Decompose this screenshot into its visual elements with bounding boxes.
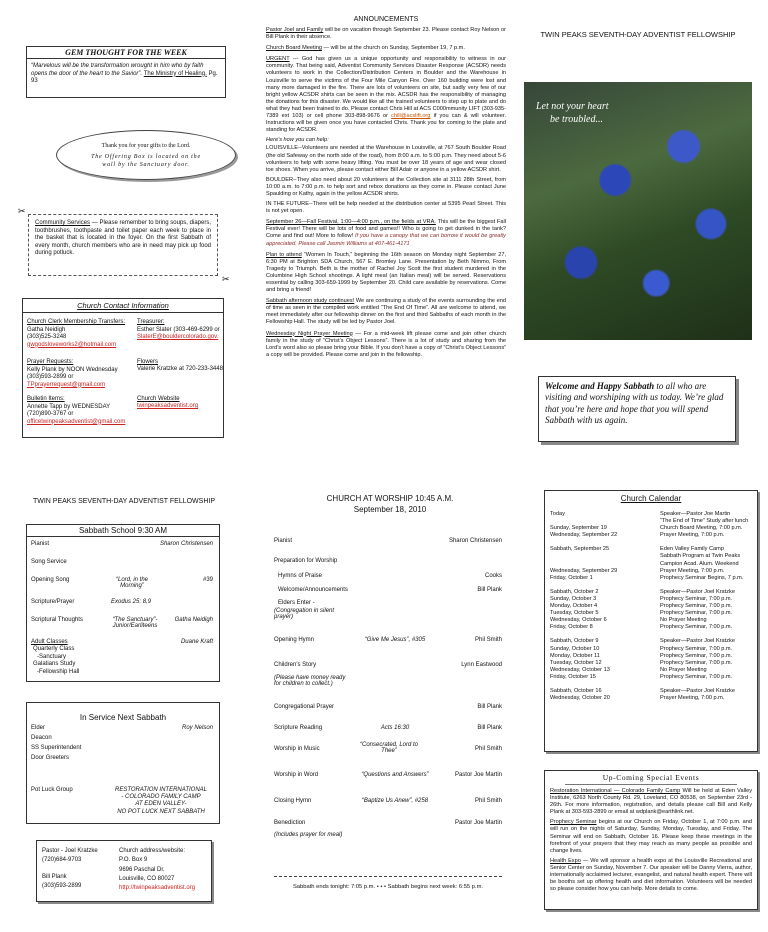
ss-thoughts-title-1: “The Sanctuary”- <box>112 617 158 623</box>
flowers-photo <box>524 82 752 340</box>
calendar-row <box>550 553 756 560</box>
w-pianist: Pianist <box>274 538 293 544</box>
calendar-row <box>550 695 756 702</box>
w-congregation-note: (Congregation in silent prayer) <box>274 608 335 620</box>
website-link[interactable]: twinpeaksadventist.org <box>137 403 199 409</box>
calendar-date: Friday, October 15 <box>550 673 596 680</box>
calendar-event: Church Board Meeting, 7:00 p.m. <box>660 525 743 532</box>
ss-class-1: Quarterly Class <box>33 646 75 652</box>
clerk-heading: Church Clerk Membership Transfers: <box>27 319 126 325</box>
w-money-note: (Please have money ready for children to collect.) <box>274 675 346 687</box>
w-scripture-name: Bill Plank <box>477 725 502 731</box>
address-line-1: P.O. Box 9 <box>119 857 148 864</box>
welcome-bold: Welcome and Happy Sabbath <box>545 381 655 391</box>
calendar-row <box>550 589 756 596</box>
announcements-title: ANNOUNCEMENTS <box>353 16 419 23</box>
flowers-heading: Flowers <box>137 358 159 365</box>
calendar-date: Sabbath, October 16 <box>550 687 602 694</box>
next-sabbath-box <box>26 702 220 824</box>
calendar-event: Sabbath Program at Twin Peaks <box>660 553 741 560</box>
calendar-date: Sabbath, October 2 <box>550 588 599 595</box>
calendar-event: Prophecy Seminar, 7:00 p.m. <box>660 652 733 659</box>
ss-scriptural-thoughts: Scriptural Thoughts <box>31 617 83 623</box>
gem-book: The Ministry of Healing, <box>143 70 207 77</box>
gem-thought-box <box>26 46 226 98</box>
calendar-row <box>550 638 756 645</box>
calendar-event: Campion Acad. Alum. Weekend <box>660 560 739 567</box>
clerk-name: Gatha Neidigh <box>27 326 66 333</box>
bulletin-contact: Annette Tapp by WEDNESDAY <box>27 403 111 410</box>
w-benediction: Benediction <box>274 820 306 826</box>
w-welcome-name: Bill Plank <box>477 587 502 593</box>
calendar-date: Sunday, October 3 <box>550 595 597 602</box>
calendar-date <box>550 518 660 525</box>
calendar-date: Sunday, September 19 <box>550 525 607 532</box>
sabbath-school-box <box>26 524 220 682</box>
w-preparation: Preparation for Worship <box>274 558 338 564</box>
calendar-event: Prophecy Seminar Begins, 7 p.m. <box>660 574 744 581</box>
calendar-row <box>550 653 756 660</box>
pastor-name: Pastor - Joel Kratzke <box>42 848 98 854</box>
ns-door-greeters: Door Greeters <box>31 755 70 761</box>
calendar-event: “The End of Time” Study after lunch <box>660 518 749 525</box>
ann-urgent-title: URGENT <box>266 56 290 63</box>
calendar-event: Prophecy Seminar, 7:00 p.m. <box>660 595 733 602</box>
calendar-date <box>550 553 660 560</box>
w-congregational-prayer: Congregational Prayer <box>274 704 335 710</box>
website-heading: Church Website <box>137 395 180 402</box>
photo-line-1: Let not your heart <box>536 101 609 112</box>
w-scripture: Scripture Reading <box>274 725 323 731</box>
scissors-icon: ✂ <box>222 274 230 284</box>
treasurer-email[interactable]: SlaterE@bouldercolorado.gov. <box>137 334 219 340</box>
w-prayer-name: Bill Plank <box>477 704 502 710</box>
calendar-event: Prophecy Seminar, 7:00 p.m. <box>660 659 733 666</box>
w-music-title: “Consecrated, Lord to Thee” <box>359 742 419 754</box>
events-box <box>544 770 758 910</box>
ns-elder: Elder <box>31 725 46 731</box>
w-opening-hymn: Opening Hymn <box>274 637 315 643</box>
ss-class-3: Galatians Study <box>33 661 76 667</box>
oval-line-1: Thank you for your gifts to the Lord. <box>101 143 191 149</box>
offering-oval <box>56 130 236 180</box>
oval-line-2: The Offering Box is located on the <box>91 154 201 161</box>
calendar-row <box>550 596 756 603</box>
calendar-date: Friday, October 1 <box>550 574 593 581</box>
ss-scripture: Scripture/Prayer <box>31 599 75 605</box>
calendar-event: Prophecy Seminar, 7:00 p.m. <box>660 624 733 631</box>
ann-vacation-title: Pastor Joel and Family <box>266 27 324 33</box>
calendar-row <box>550 617 756 624</box>
events-title: Up-Coming Special Events <box>565 771 737 785</box>
calendar-row <box>550 561 756 568</box>
w-childrens-story: Children's Story <box>274 662 317 668</box>
ss-adult-classes: Adult Classes <box>31 639 68 645</box>
w-hymns-name: Cooks <box>484 573 502 579</box>
ann-prayer-title: Wednesday Night Prayer Meeting <box>266 330 353 337</box>
w-benediction-name: Pastor Joe Martin <box>454 820 502 826</box>
w-welcome: Welcome/Announcements <box>278 587 348 593</box>
ann-vacation-text: will be on vacation through September 23. Please contact Roy Nelson or Bill Plank in their absence. <box>266 27 506 41</box>
calendar-row <box>550 646 756 653</box>
clerk-phone: (303)525-3248 <box>27 334 67 340</box>
w-word-name: Pastor Joe Martin <box>454 772 502 778</box>
calendar-date: Sabbath, October 9 <box>550 638 599 645</box>
ss-class-2: -Sanctuary <box>37 653 67 660</box>
calendar-event: No Prayer Meeting <box>660 617 707 624</box>
calendar-event: Speaker—Pastor Joel Kratzke <box>660 638 735 645</box>
calendar-list <box>550 511 756 702</box>
w-word-title: “Questions and Answers” <box>361 772 429 778</box>
calendar-row <box>550 575 756 582</box>
ns-potluck-1: RESTORATION INTERNATIONAL <box>114 787 207 793</box>
event-seminar-text: begins at our Church on Friday, October 1, at 7:00 p.m. and will run on the nights of Saturday, Sunday, Monday, Tuesday, and Friday. The Seminar will end on Sabbath, October 16. Please keep these meetings in the forefront of your prayers that they may reach as many people as possible and change lives. <box>550 819 752 854</box>
ns-superintendent: SS Superintendent <box>31 745 82 751</box>
ann-help-heading: Here's how you can help: <box>266 137 329 144</box>
address-heading: Church address/website: <box>119 848 186 854</box>
calendar-event: Prayer Meeting, 7:00 p.m. <box>660 532 725 539</box>
calendar-date: Friday, October 8 <box>550 624 593 631</box>
ss-song-service: Song Service <box>31 559 67 565</box>
prayer-contact: Kelly Plank by NOON Wednesday <box>27 366 118 373</box>
ann-board-title: Church Board Meeting <box>266 45 322 52</box>
calendar-date: Today <box>550 511 565 517</box>
calendar-date: Wednesday, October 6 <box>550 617 607 624</box>
community-text: — Please remember to bring soups, diapers, toothbrushes, toothpaste and toilet paper each week to place in the basket that is located in the foyer. On the first Sabbath of every month, church members who are in need may pick up food during potluck. <box>35 220 211 256</box>
ss-scripture-ref: Exodus 25: 8,9 <box>111 599 152 605</box>
ss-pianist-label: Pianist <box>31 541 50 547</box>
calendar-row <box>550 532 756 539</box>
calendar-row <box>550 660 756 667</box>
prayer-phone: (303)593-2899 or <box>27 374 74 380</box>
bulletin-phone: (720)890-3767 or <box>27 411 74 417</box>
ann-help-louisville: LOUISVILLE--Volunteers are needed at the Warehouse in Louisville, at 767 South Boulder Road (the old Safeway on the north side of the road), from 8:00 a.m. to 5:00 p.m. They need about 5-6 volunteers to help with some heavy lifting. You must be over 18 years of age and wear closed toe shoes. When you arrive, please contact either Bill Adair or anyone in a yellow ACSDR shirt. <box>266 145 506 173</box>
gem-page: Pg. 93 <box>31 70 218 84</box>
elder-bill-phone: (303)593-2899 <box>42 882 82 889</box>
w-closing-hymn: Closing Hymn <box>274 798 312 804</box>
calendar-row <box>550 674 756 681</box>
community-title: Community Services <box>35 220 91 226</box>
calendar-row <box>550 511 756 518</box>
calendar-event: Speaker—Pastor Joe Martin <box>660 511 731 517</box>
ss-opening-song: Opening Song <box>31 577 70 583</box>
calendar-date: Monday, October 4 <box>550 603 598 610</box>
calendar-row <box>550 688 756 695</box>
scissors-icon: ✂ <box>18 206 26 216</box>
ss-opening-title-2: Morning” <box>120 583 144 589</box>
worship-divider <box>274 876 502 877</box>
announcements-body <box>266 27 506 359</box>
worship-title: CHURCH AT WORSHIP 10:45 A.M. <box>326 494 454 503</box>
calendar-event: Prophecy Seminar, 7:00 p.m. <box>660 610 733 617</box>
ns-potluck-4: NO POT LUCK NEXT SABBATH <box>117 808 205 815</box>
ss-class-4: -Fellowship Hall <box>37 668 80 675</box>
w-meal-note: (Includes prayer for meal) <box>274 832 343 838</box>
ns-potluck-3: AT EDEN VALLEY- <box>135 801 187 808</box>
calendar-event: Speaker—Pastor Joel Kratzke <box>660 687 735 694</box>
ann-help-boulder: BOULDER--They also need about 20 volunteers at the Collection site at 3111 28th Street, from 10:00 a.m. to 7:00 p.m. to help sort and rebox donations as they come in. Please contact June Spaulding or Kathy, again in the yellow ACSDR shirts. <box>266 176 506 197</box>
gem-quote: “Marvelous will be the transformation wrought in him who by faith opens the door of the heart to the Savior”. <box>31 63 204 77</box>
w-elders: Elders Enter - <box>278 600 315 606</box>
oval-line-3: wall by the Sanctuary door. <box>102 162 190 169</box>
event-seminar-title: Prophecy Seminar <box>550 819 597 826</box>
church-contacts-box <box>36 840 212 902</box>
calendar-row <box>550 610 756 617</box>
welcome-text: to all who are visiting and worshiping with us today. We’re glad that you’re here and hope that you will spend Sabbath with us again. <box>545 381 724 425</box>
contact-box <box>22 298 224 438</box>
ss-thoughts-name: Gatha Neidigh <box>174 617 213 623</box>
website-url[interactable]: http://twinpeaksadventist.org <box>119 885 196 892</box>
treasurer-heading: Treasurer: <box>137 319 165 325</box>
ann-urgent-end: if you can & will volunteer. Instructions will be given once you have contacted Chris. Thank you for coming to the plate and standing for ACSDR. <box>266 113 506 134</box>
pastor-phone: (720)684-9703 <box>42 857 82 864</box>
calendar-date: Monday, October 11 <box>550 652 600 659</box>
w-music: Worship in Music <box>274 746 320 752</box>
clerk-email[interactable]: gwgodsloveworks2@hotmail.com <box>27 341 117 348</box>
ns-deacon: Deacon <box>31 735 52 741</box>
calendar-event: No Prayer Meeting <box>660 666 707 673</box>
event-expo-title: Health Expo <box>550 857 581 864</box>
w-scripture-ref: Acts 16:30 <box>380 725 410 731</box>
calendar-row <box>550 603 756 610</box>
w-music-name: Phil Smith <box>474 746 502 752</box>
fellowship-header-top: TWIN PEAKS SEVENTH-DAY ADVENTIST FELLOWSHIP <box>540 30 736 39</box>
event-camp-title: Restoration International — Colorado Family Camp <box>550 788 681 794</box>
calendar-event: Prophecy Seminar, 7:00 p.m. <box>660 603 733 610</box>
ann-fall-text: This will be the biggest Fall Festival ever! There will be lots of food and games!! Who is going to get dunked in the tank? Come and find out! More to follow! <box>266 219 507 240</box>
ann-play-text: “Women In Touch,” beginning the 16th season on Monday night September 27, 6:30 PM at Brighton SDA Church, 567 E. Bromley Lane. Presentation by Beth Nimmo, From Tragedy to Triumph. Beth is the mother of Rachel Joy Scott the first student murdered in the Columbine High School shootings. A light meal (an Italian meal) will be served. Reservations essential by calling 303-659-1999 by September 20. Child care available by reservations. Come and bring a friend! <box>266 251 506 294</box>
ss-opening-number: #39 <box>202 577 213 583</box>
photo-line-2: be troubled... <box>550 114 603 125</box>
event-camp-text: Will be held at Eden Valley Institute, 6263 North County Rd. 29, Loveland, CO 80538, on September 23rd - 26th. For more information, registration, and details please call Bill and Kelly Plank at 303-593-2899 or email at wdplank@earthlink.net. <box>550 788 752 816</box>
calendar-event: Speaker—Pastor Joel Kratzke <box>660 588 735 595</box>
ann-board-text: — will be at the church on Sunday, September 19, 7 p.m. <box>321 45 465 52</box>
bulletin-email[interactable]: officetwinpeaksadventist@gmail.com <box>27 418 126 425</box>
sabbath-school-title: Sabbath School 9:30 AM <box>27 525 219 537</box>
ann-fall-title: September 26—Fall Festival, 1:00—4:00 p.m., on the fields at VRA. <box>266 219 436 226</box>
calendar-date: Tuesday, October 12 <box>550 659 602 666</box>
ann-study-text: We are continuing a study of the events surrounding the end of time as seen in the compiled work entitled “The End Of Time”. All are welcome to attend, we meet immediately after our fellowship dinner on the first and third Sabbaths of each month in the Fellowship Hall. The study will be led by Pastor Joel. <box>266 298 506 326</box>
event-expo-text: — We will sponsor a health expo at the Louisville Recreational and Senior Center on Sunday, November 7. Our speaker will be Danny Vierra, author, internationally acclaimed lecturer, evangelist, and natural health expert. There will be booths set up offering health and diet information. Volunteers will be needed so please consider how you can help. More details to come. <box>550 857 752 893</box>
ss-thoughts-title-2: Junior/Earliteens <box>112 623 158 629</box>
prayer-heading: Prayer Requests: <box>27 359 74 365</box>
ss-opening-title-1: “Lord, in the <box>115 577 149 583</box>
calendar-date: Wednesday, September 22 <box>550 532 618 539</box>
calendar-date: Wednesday, October 13 <box>550 666 610 673</box>
treasurer-name: Esther Slater (303-469-6299 or <box>137 326 220 333</box>
ns-elder-name: Roy Nelson <box>181 725 213 731</box>
calendar-date <box>550 561 660 568</box>
contact-title: Church Contact Information <box>23 299 223 313</box>
ns-potluck: Pot Luck Group <box>31 787 73 793</box>
calendar-date: Wednesday, September 29 <box>550 567 618 574</box>
welcome-box <box>538 376 736 442</box>
ann-fall-canopy: If you have a canopy that we can borrow it would be greatly appreciated. Please call Jasmin Williams at 407-461-4171 <box>266 233 506 247</box>
address-line-3: Louisville, CO 80027 <box>119 875 175 882</box>
calendar-row <box>550 667 756 674</box>
next-sabbath-title: In Service Next Sabbath <box>79 713 167 722</box>
ann-urgent-email[interactable]: chill@acslift.org <box>391 113 431 120</box>
ns-potluck-2: - COLORADO FAMILY CAMP <box>121 794 201 801</box>
ann-study-title: Sabbath afternoon study continues! <box>266 298 355 305</box>
calendar-title: Church Calendar <box>620 494 682 503</box>
calendar-row <box>550 525 756 532</box>
calendar-event: Prayer Meeting, 7:00 p.m. <box>660 695 725 702</box>
calendar-date: Sunday, October 10 <box>550 645 600 652</box>
community-services-box <box>28 214 218 276</box>
elder-bill-name: Bill Plank <box>42 873 67 880</box>
ann-play-title: Plan to attend <box>266 251 302 258</box>
worship-date: September 18, 2010 <box>353 505 427 514</box>
prayer-email[interactable]: TPprayerrequest@gmail.com <box>27 381 106 388</box>
calendar-row <box>550 518 756 525</box>
calendar-date: Wednesday, October 20 <box>550 695 610 702</box>
w-opening-hymn-name: Phil Smith <box>474 637 502 643</box>
w-opening-hymn-title: “Give Me Jesus”, #305 <box>364 637 426 643</box>
fellowship-header-bottom: TWIN PEAKS SEVENTH-DAY ADVENTIST FELLOWSHIP <box>32 498 216 505</box>
calendar-row <box>550 546 756 553</box>
w-pianist-name: Sharon Christensen <box>448 538 502 544</box>
calendar-date: Tuesday, October 5 <box>550 610 599 617</box>
calendar-date: Sabbath, September 25 <box>550 546 610 553</box>
ss-adult-name: Duane Kraft <box>180 639 213 645</box>
ann-prayer-text: — For a mid-week lift please come and join other church family in the study of “Christ’s Object Lessons”. There is a lot of study and sharing from the Lord’s word also so please bring your Bible. If you don’t have a copy of “Christ’s Object Lessons” a copy will be provided. Please come and join in the fellowship. <box>266 330 506 358</box>
calendar-event: Prophecy Seminar, 7:00 p.m. <box>660 645 733 652</box>
calendar-event: Prayer Meeting, 7:00 p.m. <box>660 567 725 574</box>
w-closing-hymn-title: “Baptize Us Anew”, #258 <box>361 798 429 804</box>
flowers-contact: Valerie Kratzke at 720-233-3448 <box>137 366 223 372</box>
ann-urgent-text: --- God has given us a unique opportunity and responsibility to witness in our community. That being said, Adventist Community Services Disaster Response (ACSDR) needs volunteers to work in the Collection/Distribution Centers in Boulder and the Warehouse in Louisville to serve the victims of the Four Mile Canyon Fire. Over 160 building were lost and many more damaged in the fire. There are lots of volunteers on site, but sadly very few of our bright yellow ACSDR shirts can be seen in the mix. ACSDR has the responsibility of managing the donations for this disaster. We would like all the trained volunteers to step up to plate and do what they had been trained to do. Please contact Chris Hill at ACS C000mmunity LIFT (303-935-7389 ext 103) or cell phone 303-898-9676 or <box>266 56 506 120</box>
w-word: Worship in Word <box>274 772 319 778</box>
calendar-event: Prophecy Seminar, 7:00 p.m. <box>660 673 733 680</box>
calendar-box <box>544 490 758 752</box>
calendar-event: Eden Valley Family Camp <box>660 546 724 553</box>
gem-title: GEM THOUGHT FOR THE WEEK <box>27 47 225 59</box>
bulletin-heading: Bulletin Items: <box>27 396 65 402</box>
ann-help-future: IN THE FUTURE--There will be help needed at the distribution center at 5395 Pearl Street. This is not yet open. <box>266 201 506 215</box>
w-closing-hymn-name: Phil Smith <box>474 798 502 804</box>
calendar-row <box>550 568 756 575</box>
sunset-times: Sabbath ends tonight: 7:05 p.m. • • • Sabbath begins next week: 6:55 p.m. <box>292 884 484 890</box>
w-hymns: Hymns of Praise <box>278 573 323 579</box>
ss-pianist-name: Sharon Christensen <box>159 541 213 547</box>
calendar-row <box>550 624 756 631</box>
address-line-2: 9696 Paschal Dr. <box>119 866 165 873</box>
w-childrens-story-name: Lynn Eastwood <box>461 662 502 668</box>
